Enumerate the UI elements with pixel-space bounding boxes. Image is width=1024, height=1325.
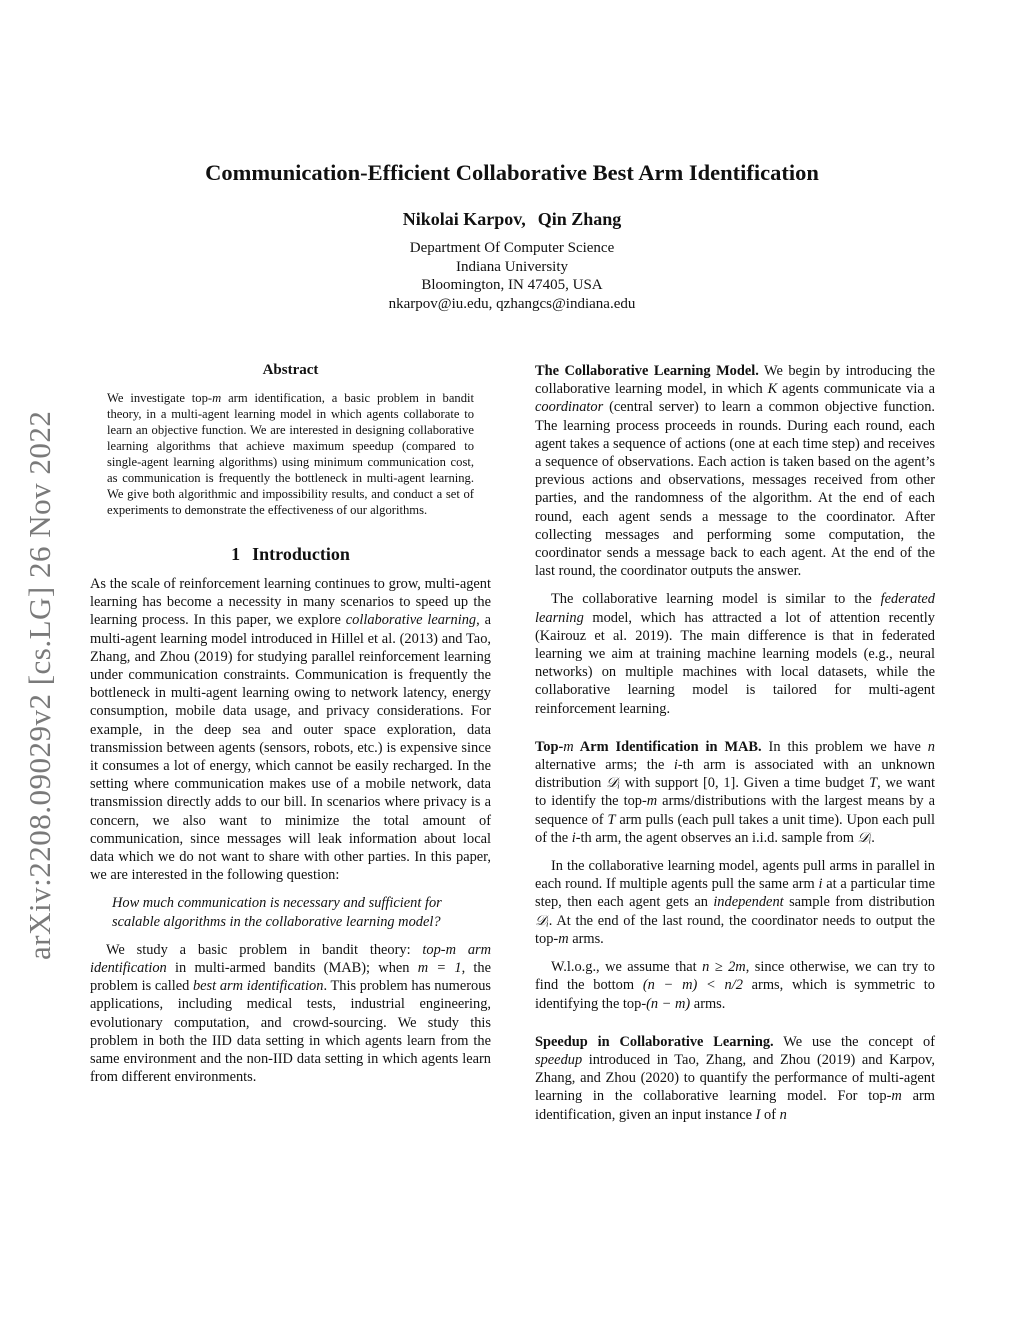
author-name: Nikolai Karpov, [402,209,526,229]
research-question: How much communication is necessary and sufficient for scalable algorithms in the collaborative learning model? [112,895,442,930]
arxiv-identifier: arXiv:2208.09029v2 [cs.LG] 26 Nov 2022 [22,410,57,960]
paragraph-parallel-pulls: In the collaborative learning model, agents pull arms in parallel in each round. If multiple agents pull the same arm i at a particular time step, then each agent gets an independent sample from distribution 𝒟ᵢ. At the end of the last round, the coordinator needs to output the top-m arms. [535,858,935,947]
run-in-heading: The Collaborative Learning Model. [535,363,759,379]
abstract-text: We investigate top-m arm identification, a basic problem in bandit theory, in a multi-agent learning model in which agents collaborate to learn an objective function. We are interested in designing collaborative learning algorithms that achieve maximum speedup (compared to single-agent learning algorithms) using minimum communication cost, as communication is frequently the bottleneck in multi-agent learning. We give both algorithmic and impossibility results, and conduct a set of experiments to demonstrate the effectiveness of our algorithms. [107,391,475,517]
paragraph-topm-identification: Top-m Arm Identification in MAB. In this problem we have n alternative arms; the i-th arm is associated with an unknown distribution 𝒟ᵢ with support [0, 1]. Given a time budget T, we want to identify the top-m arms/distributions with the largest means by a sequence of T arm pulls (each pull takes a unit time). Upon each pull of the i-th arm, the agent observes an i.i.d. sample from 𝒟ᵢ. [535,738,936,846]
affiliation-emails: nkarpov@iu.edu, qzhangcs@indiana.edu [388,295,636,312]
affiliation-department: Department Of Computer Science [409,240,615,256]
paragraph-speedup: Speedup in Collaborative Learning. We use the concept of speedup introduced in Tao, Zhang, and Zhou (2019) and Karpov, Zhang, and Zhou (2020) to quantify the performance of multi-agent learning in the collaborative learning model. For top-m arm identification, given an input instance I of n [535,1033,936,1123]
paragraph-collaborative-model: The Collaborative Learning Model. We begin by introducing the collaborative learning model, in which K agents communicate via a coordinator (central server) to learn a common objective function. The learning process proceeds in rounds. During each round, each agent takes a sequence of actions (one at each time step) and receives a sequence of observations. Each action is taken based on the agent’s previous actions and observations, messages received from other parties, and the randomness of the algorithm. At the end of each round, each agent sends a message to the coordinator. After collecting messages and performing some computation, the coordinator sends a message back to each agent. At the end of the last round, the coordinator outputs the answer. [535,363,935,580]
author-name: Qin Zhang [537,209,622,229]
affiliation-block [0,239,1024,313]
author-list [0,209,1024,230]
math-m: m [212,391,222,405]
section-title: Introduction [252,544,350,564]
right-column [535,362,935,1124]
paragraph-wlog: W.l.o.g., we assume that n ≥ 2m, since otherwise, we can try to find the bottom (n − m) < n/2 arms, which is symmetric to identifying the top-(n − m) arms. [535,959,935,1012]
affiliation-university: Indiana University [455,258,569,275]
intro-paragraph-1: As the scale of reinforcement learning continues to grow, multi-agent learning has become a necessity in many scenarios to speed up the learning process. In this paper, we explore collaborative learning, a multi-agent learning model introduced in Hillel et al. (2013) and Tao, Zhang, and Zhou (2019) for studying parallel reinforcement learning under communication constraints. Communication is frequently the bottleneck in multi-agent learning owing to network latency, energy consumption, mobile data usage, and privacy considerations. For example, in the deep sea and outer space exploration, data transmission between agents (sensors, robots, etc.) is expensive since it consumes a lot of energy, which cannot be easily recharged. In the setting where communication makes use of a mobile network, data transmission directly adds to our bill. In scenarios where privacy is a concern, we also want to minimize the total amount of communication, since messages will leak information about local data which we do not want to share with other parties. In this paper, we are interested in the following question: [90,576,491,884]
paragraph-federated: The collaborative learning model is similar to the federated learning model, which has attracted a lot of attention recently (Kairouz et al. 2019). The main difference is that in federated learning we aim at training machine learning models (e.g., neural networks) on multiple machines with local datasets, while the collaborative learning model is tailored for multi-agent reinforcement learning. [535,591,935,717]
abstract-heading: Abstract [262,362,319,378]
section-number: 1 [231,544,241,564]
section-heading-introduction [90,544,491,565]
run-in-heading: Top-m Arm Identification in MAB. [535,738,762,755]
left-column [90,362,491,1086]
affiliation-address: Bloomington, IN 47405, USA [421,277,603,293]
paper-title: Communication-Efficient Collaborative Best Arm Identification [205,160,819,185]
run-in-heading: Speedup in Collaborative Learning. [535,1033,774,1050]
intro-paragraph-2: We study a basic problem in bandit theory: top-m arm identification in multi-armed bandits (MAB); when m = 1, the problem is called best arm identification. This problem has numerous applications, including medical tests, industrial engineering, evolutionary computation, and crowd-sourcing. We study this problem in both the IID data setting in which agents learn from the same environment and the non-IID data setting in which agents learn from different environments. [90,941,492,1086]
